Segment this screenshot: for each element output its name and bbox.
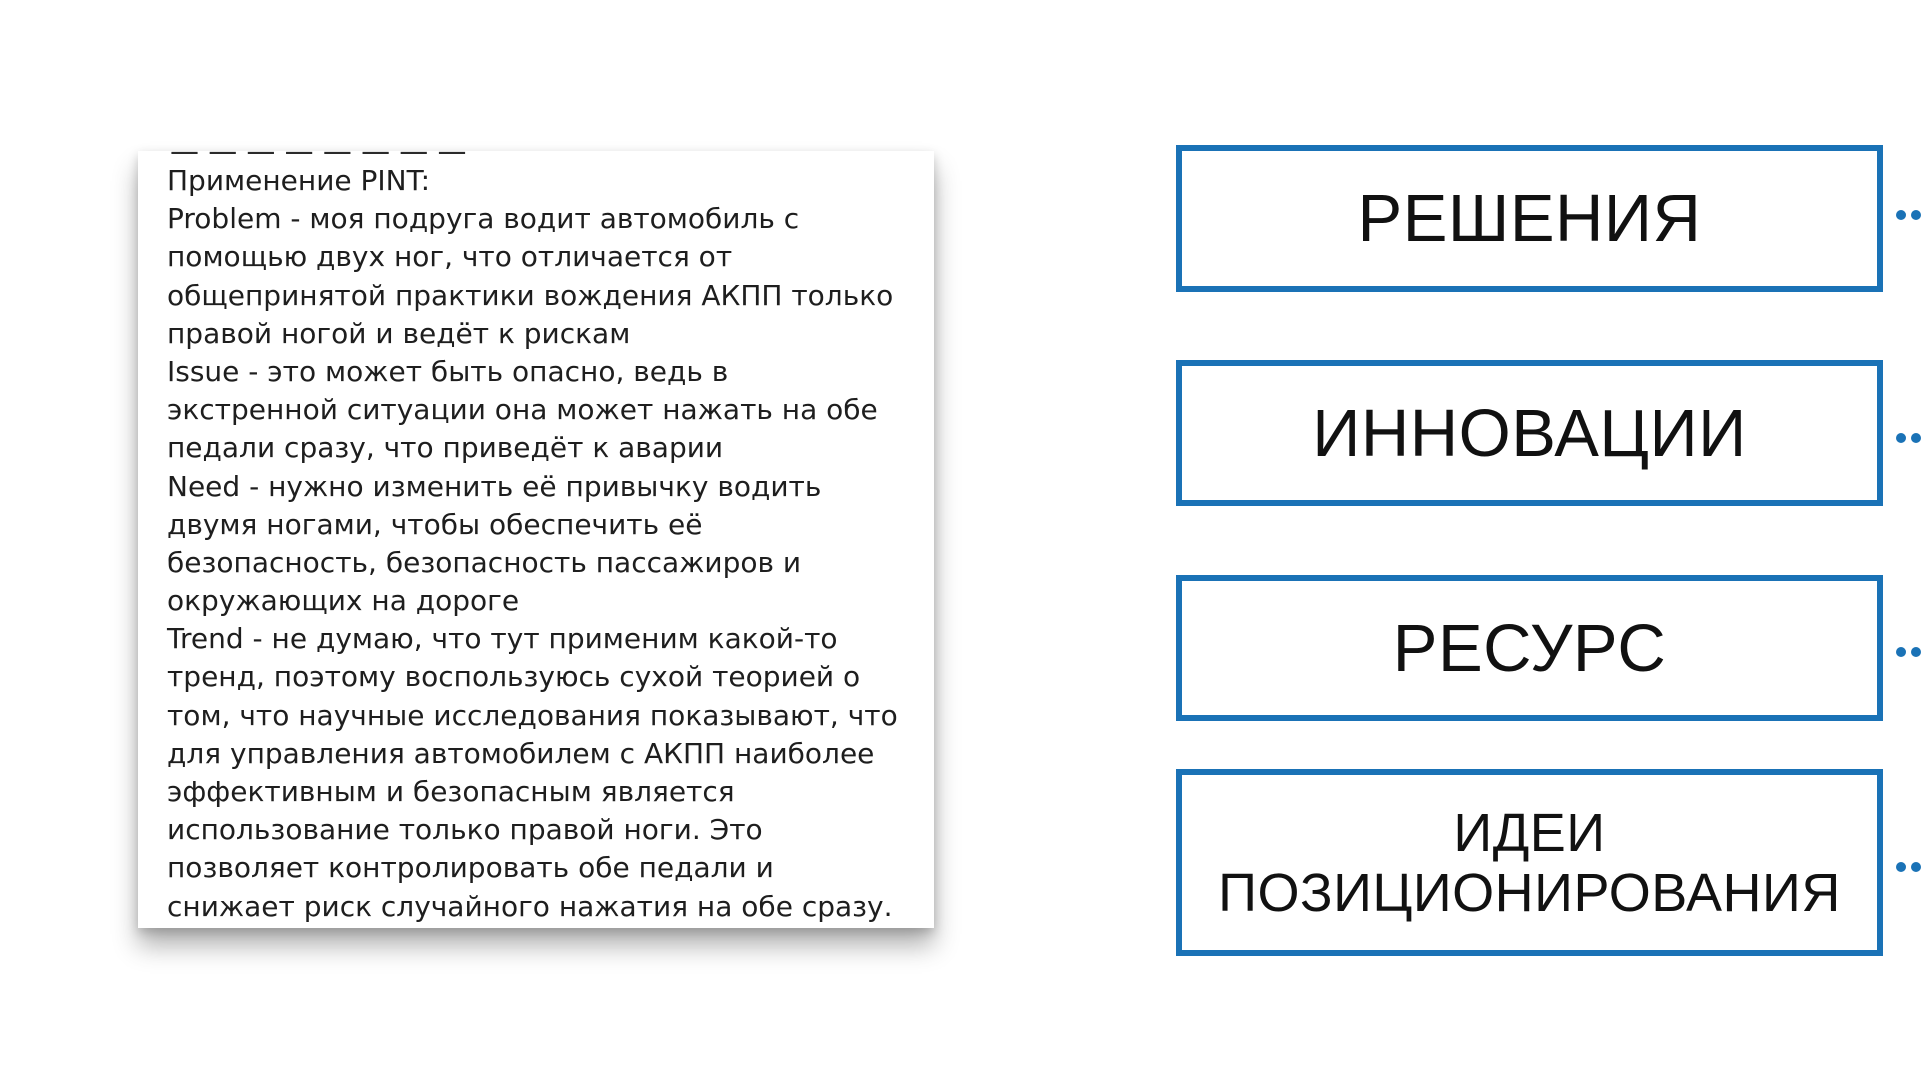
dot bbox=[1896, 210, 1906, 220]
message-line: двумя ногами, чтобы обеспечить её bbox=[167, 507, 703, 541]
box-label-line: РЕШЕНИЯ bbox=[1357, 181, 1702, 256]
box-label bbox=[1312, 395, 1747, 471]
dot bbox=[1896, 433, 1906, 443]
message-line: правой ногой и ведёт к рискам bbox=[167, 316, 631, 350]
box-label-line: ИННОВАЦИИ bbox=[1312, 395, 1747, 471]
message-line: тренд, поэтому воспользуюсь сухой теорией о bbox=[167, 660, 861, 694]
message-line: позволяет контролировать обе педали и bbox=[167, 851, 774, 885]
box-resheniya bbox=[1176, 145, 1883, 292]
ellipsis-dots-icon bbox=[1896, 862, 1926, 874]
ellipsis-dots-icon bbox=[1896, 210, 1926, 222]
box-label bbox=[1392, 610, 1667, 686]
message-line: снижает риск случайного нажатия на обе сразу. bbox=[167, 889, 893, 923]
box-label-line: ПОЗИЦИОНИРОВАНИЯ bbox=[1218, 862, 1841, 923]
message-line: использование только правой ноги. Это bbox=[167, 813, 763, 847]
message-line: Применение PINT: bbox=[167, 164, 431, 197]
box-label bbox=[1218, 803, 1841, 923]
message-line: для управления автомобилем с АКПП наиболее bbox=[167, 736, 875, 770]
message-line: безопасность, безопасность пассажиров и bbox=[167, 545, 802, 579]
cropped-previous-line: — — — — — — — — bbox=[170, 134, 467, 168]
dot bbox=[1911, 862, 1921, 872]
box-label-line: РЕСУРС bbox=[1392, 610, 1667, 686]
message-line: общепринятой практики вождения АКПП только bbox=[167, 278, 894, 312]
message-line: Issue - это может быть опасно, ведь в bbox=[167, 354, 729, 388]
message-line: Problem - моя подруга водит автомобиль с bbox=[167, 202, 800, 236]
dot bbox=[1896, 862, 1906, 872]
box-label-line: ИДЕИ bbox=[1453, 802, 1606, 863]
message-line: педали сразу, что приведёт к аварии bbox=[167, 431, 724, 465]
ellipsis-dots-icon bbox=[1896, 647, 1926, 659]
box-resurs bbox=[1176, 575, 1883, 721]
message-line: окружающих на дороге bbox=[167, 584, 520, 618]
box-idei-pozitsionirovaniya bbox=[1176, 769, 1883, 956]
box-innovatsii bbox=[1176, 360, 1883, 506]
message-line: экстренной ситуации она может нажать на обе bbox=[167, 393, 878, 427]
message-line: Need - нужно изменить её привычку водить bbox=[167, 469, 822, 503]
dot bbox=[1911, 433, 1921, 443]
message-line: том, что научные исследования показывают, что bbox=[167, 698, 898, 732]
message-text bbox=[167, 162, 927, 926]
box-label bbox=[1357, 181, 1702, 256]
message-line: эффективным и безопасным является bbox=[167, 775, 735, 808]
message-screenshot-card bbox=[138, 134, 934, 928]
dot bbox=[1896, 647, 1906, 657]
message-line: Trend - не думаю, что тут применим какой-то bbox=[167, 622, 838, 656]
dot bbox=[1911, 647, 1921, 657]
ellipsis-dots-icon bbox=[1896, 433, 1926, 445]
message-line: помощью двух ног, что отличается от bbox=[167, 240, 733, 274]
dot bbox=[1911, 210, 1921, 220]
